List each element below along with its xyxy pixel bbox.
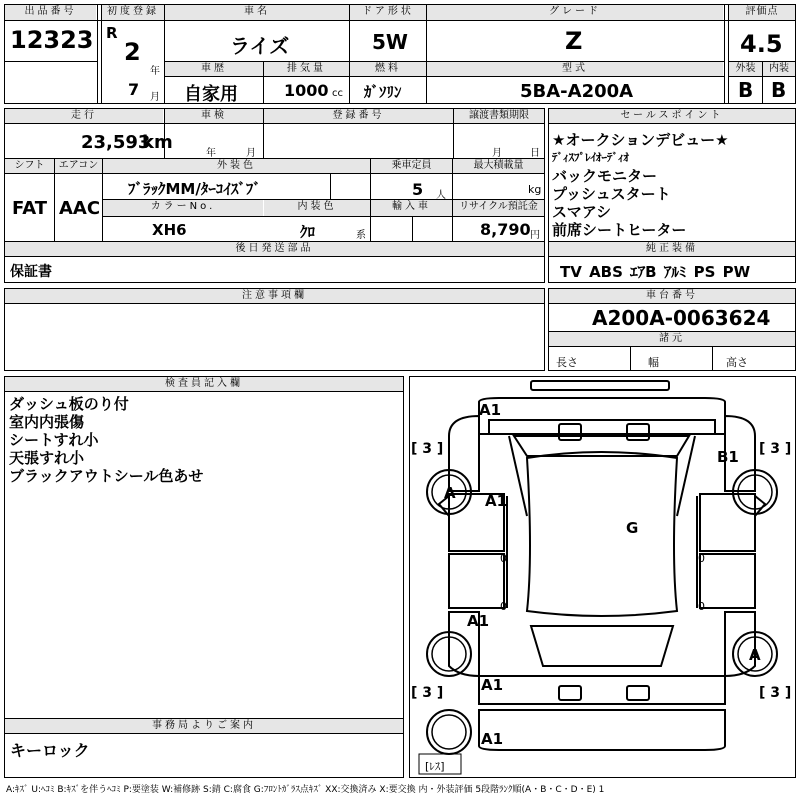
mark-left-rear-door: A1 <box>467 612 490 630</box>
mark-door-0b: 0 <box>500 600 507 613</box>
recycle-unit: 円 <box>530 230 540 241</box>
selling-point: ﾃﾞｨｽﾌﾟﾚｲｵｰﾃﾞｨｵ <box>552 151 629 164</box>
reg-year: 2 <box>124 38 141 66</box>
mark-left-fender: A1 <box>485 492 508 510</box>
model: 5BA-A200A <box>520 81 634 102</box>
mark-door-0a: 0 <box>500 552 507 565</box>
office-label: 事務局よりご案内 <box>5 719 403 733</box>
capacity: 5 <box>412 180 424 199</box>
exterior-label: 外装 <box>729 62 762 76</box>
transfer-month-unit: 月 <box>492 148 502 159</box>
later-parts: 保証書 <box>10 264 52 280</box>
month-unit: 月 <box>150 92 160 103</box>
chassis-label: 車台番号 <box>549 289 795 303</box>
equip-abs: ABS <box>589 263 623 281</box>
history-label: 車歴 <box>165 62 263 76</box>
int-color-label: 内装色 <box>264 200 370 216</box>
displacement-unit: cc <box>332 88 343 99</box>
ac-label: エアコン <box>55 159 102 173</box>
inspector-note: ブラックアウトシール色あせ <box>9 467 204 485</box>
equipment-label: 純正装備 <box>549 242 795 256</box>
equip-ps: PS <box>693 263 716 281</box>
equip-airbag: ｴｱB <box>630 263 657 281</box>
color-no-label: カラーNo. <box>103 200 263 216</box>
history: 自家用 <box>184 84 238 105</box>
mark-door-0c: 0 <box>698 552 705 565</box>
mark-front-bumper: A1 <box>479 401 502 419</box>
shift: FAT <box>12 198 48 219</box>
selling-points-list <box>552 131 729 239</box>
selling-point: スマアシ <box>552 203 612 221</box>
mark-left-front-tire: A <box>444 484 456 502</box>
inspector-note: 天張すれ小 <box>9 449 85 467</box>
mark-rear-bumper: A1 <box>481 730 504 748</box>
mileage-label: 走行 <box>5 109 163 123</box>
equipment-list <box>560 261 750 282</box>
recycle-label: リサイクル預託金 <box>453 200 544 216</box>
later-parts-label: 後日発送部品 <box>5 242 544 256</box>
transfer-day-unit: 日 <box>530 148 540 159</box>
mark-right-fender: B1 <box>717 448 739 466</box>
ac: AAC <box>59 198 101 219</box>
ext-color: ﾌﾞﾗｯｸMM/ﾀｰｺｲｽﾞﾌﾞ <box>128 180 261 198</box>
lot-no-label: 出品番号 <box>5 5 96 20</box>
inspector-note: 室内内張傷 <box>9 413 85 431</box>
door-label: ドア形状 <box>350 5 426 20</box>
shift-label: シフト <box>5 159 54 173</box>
score-label: 評価点 <box>729 5 795 20</box>
year-unit: 年 <box>150 66 160 77</box>
legend: A:ｷｽﾞ U:ﾍｺﾐ B:ｷｽﾞを伴うﾍｺﾐ P:要塗装 W:補修跡 S:錆 C:腐食 G:ﾌﾛﾝﾄｶﾞﾗｽ点ｷｽﾞ XX:交換済み X:要交換 内・外装評価 5段階ﾗﾝｸ順(A・B・C・D・E) 1 <box>6 785 605 795</box>
int-color: ｸﾛ <box>300 223 316 241</box>
interior-grade: B <box>771 78 787 102</box>
specs-label: 諸元 <box>549 332 795 346</box>
car-name: ライズ <box>230 34 290 58</box>
interior-label: 内装 <box>763 62 795 76</box>
car-diagram-svg <box>409 376 796 778</box>
equip-alloy: ｱﾙﾐ <box>663 263 687 281</box>
inspection-label: 車検 <box>165 109 263 123</box>
recycle-fee: 8,790 <box>480 220 531 239</box>
mark-door-0d: 0 <box>698 600 705 613</box>
inspection-month-unit: 月 <box>246 148 256 159</box>
score: 4.5 <box>740 30 783 58</box>
selling-points-label: セールスポイント <box>549 109 795 123</box>
tread-front-left: [ 3 ] <box>411 441 444 457</box>
fuel-label: 燃料 <box>350 62 426 76</box>
reg-month: 7 <box>128 80 140 99</box>
chassis-number: A200A-0063624 <box>592 306 771 330</box>
mark-roof: G <box>626 519 639 537</box>
inspector-label: 検査員記入欄 <box>5 377 403 391</box>
selling-point: ★オークションデビュー★ <box>552 131 729 149</box>
tread-rear-left: [ 3 ] <box>411 685 444 701</box>
car-name-label: 車名 <box>165 5 349 20</box>
door-type: 5W <box>372 30 408 54</box>
era: R <box>106 24 118 42</box>
tread-spare: [ﾚｽ] <box>425 760 445 773</box>
color-no: XH6 <box>152 221 187 239</box>
inspection-year-unit: 年 <box>206 148 216 159</box>
tread-rear-right: [ 3 ] <box>759 685 792 701</box>
mark-left-rear-fender: A1 <box>481 676 504 694</box>
displacement: 1000 <box>284 81 329 100</box>
transfer-doc-label: 譲渡書類期限 <box>454 109 544 123</box>
first-reg-label: 初度登録 <box>102 5 164 20</box>
mileage-unit: km <box>142 132 173 153</box>
displacement-label: 排気量 <box>264 62 349 76</box>
load-unit: kg <box>528 183 542 196</box>
selling-point: プッシュスタート <box>552 185 671 203</box>
capacity-unit: 人 <box>436 190 446 201</box>
fuel: ｶﾞｿﾘﾝ <box>364 83 402 101</box>
lot-number: 12323 <box>10 26 94 54</box>
grade: Z <box>565 27 583 55</box>
load-label: 最大積載量 <box>453 159 544 173</box>
import-label: 輸入車 <box>371 200 452 216</box>
equip-pw: PW <box>722 263 751 281</box>
capacity-label: 乗車定員 <box>371 159 452 173</box>
spec-width: 幅 <box>648 356 659 369</box>
inspector-note: ダッシュ板のり付 <box>9 395 129 413</box>
selling-point: バックモニター <box>552 167 658 185</box>
reg-no-label: 登録番号 <box>264 109 453 123</box>
inspector-note: シートすれ小 <box>9 431 99 449</box>
exterior-grade: B <box>738 78 754 102</box>
spec-height: 高さ <box>726 356 748 369</box>
ext-color-label: 外装色 <box>103 159 370 173</box>
office-message: キーロック <box>10 741 90 760</box>
inspector-notes <box>9 395 203 485</box>
grade-label: グレード <box>427 5 723 20</box>
tread-front-right: [ 3 ] <box>759 441 792 457</box>
notes-label: 注意事項欄 <box>5 289 544 303</box>
model-label: 型式 <box>427 62 723 76</box>
int-color-suffix: 系 <box>356 230 366 241</box>
equip-tv: TV <box>560 263 582 281</box>
selling-point: 前席シートヒーター <box>552 221 687 239</box>
spec-length: 長さ <box>556 356 578 369</box>
mark-right-rear-tire: A <box>749 646 761 664</box>
mileage: 23,593 <box>81 132 151 153</box>
